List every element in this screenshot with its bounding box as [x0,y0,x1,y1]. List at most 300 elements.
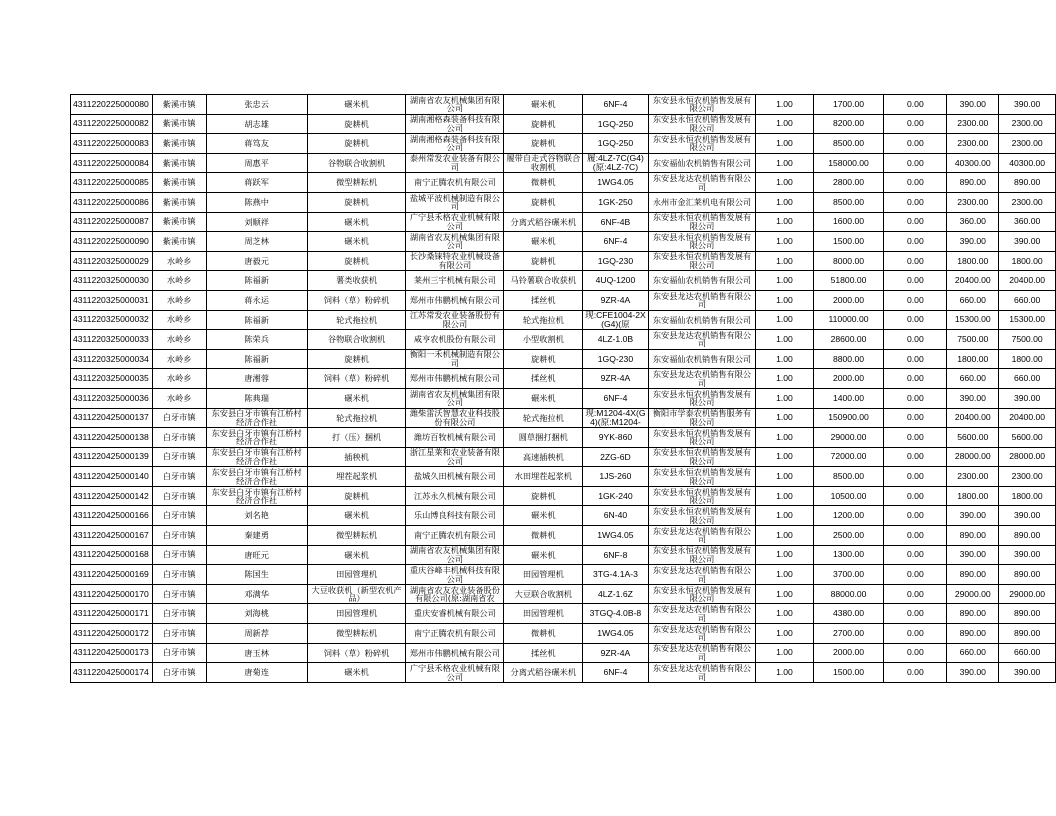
cell-provincial-subsidy: 890.00 [947,604,999,624]
cell-provincial-subsidy: 2300.00 [947,114,999,134]
cell-township: 白牙市镇 [152,584,206,604]
cell-machine-category: 碾米机 [307,663,406,683]
cell-sale-price: 110000.00 [813,310,884,330]
cell-product-name: 揉丝机 [504,290,583,310]
cell-central-subsidy: 0.00 [884,624,947,644]
cell-total-subsidy: 890.00 [999,173,1056,193]
cell-applicant: 周芝林 [206,232,307,252]
cell-dealer: 东安县永恒农机销售发展有限公司 [648,428,756,448]
cell-sale-price: 8800.00 [813,349,884,369]
cell-record-id: 4311220425000137 [71,408,153,428]
table-row [71,290,1056,310]
cell-sale-price: 2000.00 [813,290,884,310]
cell-total-subsidy: 1800.00 [999,251,1056,271]
cell-total-subsidy: 2300.00 [999,192,1056,212]
cell-total-subsidy: 660.00 [999,369,1056,389]
cell-township: 水岭乡 [152,271,206,291]
cell-record-id: 4311220225000082 [71,114,153,134]
cell-manufacturer: 郑州市伟鹏机械有限公司 [406,369,504,389]
cell-total-subsidy: 390.00 [999,506,1056,526]
cell-model: 1GQ-230 [583,251,648,271]
cell-dealer: 东安县永恒农机销售发展有限公司 [648,506,756,526]
cell-total-subsidy: 2300.00 [999,134,1056,154]
cell-model: 6NF-4 [583,95,648,115]
cell-quantity: 1.00 [756,467,813,487]
cell-sale-price: 88000.00 [813,584,884,604]
cell-manufacturer: 泰州常发农业装备有限公司 [406,153,504,173]
cell-product-name: 旋耕机 [504,114,583,134]
cell-manufacturer: 盐城平波机械制造有限公司 [406,192,504,212]
cell-central-subsidy: 0.00 [884,212,947,232]
cell-provincial-subsidy: 2300.00 [947,134,999,154]
cell-record-id: 4311220325000032 [71,310,153,330]
cell-product-name: 圆草捆打捆机 [504,428,583,448]
cell-central-subsidy: 0.00 [884,447,947,467]
cell-dealer: 东安县龙达农机销售有限公司 [648,290,756,310]
cell-record-id: 4311220325000030 [71,271,153,291]
table-row [71,447,1056,467]
table-row [71,95,1056,115]
cell-central-subsidy: 0.00 [884,643,947,663]
cell-model: 6NF-4 [583,663,648,683]
cell-product-name: 碾米机 [504,388,583,408]
cell-applicant: 东安县白牙市镇有江桥村经济合作社 [206,486,307,506]
cell-manufacturer: 衡阳一禾机械制造有限公司 [406,349,504,369]
cell-machine-category: 打（压）捆机 [307,428,406,448]
cell-quantity: 1.00 [756,604,813,624]
cell-total-subsidy: 1800.00 [999,486,1056,506]
cell-central-subsidy: 0.00 [884,192,947,212]
cell-machine-category: 碾米机 [307,95,406,115]
cell-dealer: 东安县永恒农机销售发展有限公司 [648,232,756,252]
cell-township: 白牙市镇 [152,506,206,526]
cell-quantity: 1.00 [756,447,813,467]
cell-machine-category: 旋耕机 [307,134,406,154]
cell-provincial-subsidy: 2300.00 [947,467,999,487]
cell-dealer: 东安县永恒农机销售发展有限公司 [648,447,756,467]
cell-total-subsidy: 390.00 [999,545,1056,565]
cell-sale-price: 72000.00 [813,447,884,467]
cell-quantity: 1.00 [756,271,813,291]
cell-township: 水岭乡 [152,310,206,330]
cell-dealer: 东安县龙达农机销售有限公司 [648,663,756,683]
cell-product-name: 微耕机 [504,624,583,644]
cell-quantity: 1.00 [756,95,813,115]
cell-dealer: 东安县永恒农机销售发展有限公司 [648,545,756,565]
cell-township: 紫溪市镇 [152,212,206,232]
cell-provincial-subsidy: 660.00 [947,369,999,389]
cell-model: 6N-40 [583,506,648,526]
cell-product-name: 大豆联合收割机 [504,584,583,604]
cell-township: 白牙市镇 [152,526,206,546]
cell-manufacturer: 郑州市伟鹏机械有限公司 [406,643,504,663]
cell-central-subsidy: 0.00 [884,604,947,624]
cell-product-name: 碾米机 [504,506,583,526]
table-row [71,663,1056,683]
cell-machine-category: 微型耕耘机 [307,624,406,644]
cell-model: 1GQ-250 [583,114,648,134]
cell-dealer: 东安福仙农机销售有限公司 [648,153,756,173]
table-row [71,388,1056,408]
cell-township: 紫溪市镇 [152,95,206,115]
cell-township: 紫溪市镇 [152,173,206,193]
cell-total-subsidy: 20400.00 [999,408,1056,428]
cell-machine-category: 饲料（草）粉碎机 [307,643,406,663]
cell-central-subsidy: 0.00 [884,663,947,683]
cell-quantity: 1.00 [756,192,813,212]
cell-quantity: 1.00 [756,251,813,271]
cell-product-name: 旋耕机 [504,349,583,369]
cell-applicant: 邓满华 [206,584,307,604]
table-row [71,310,1056,330]
cell-quantity: 1.00 [756,408,813,428]
cell-quantity: 1.00 [756,153,813,173]
table-row [71,565,1056,585]
cell-record-id: 4311220425000167 [71,526,153,546]
cell-manufacturer: 南宁正腾农机有限公司 [406,173,504,193]
cell-dealer: 东安县龙达农机销售有限公司 [648,565,756,585]
cell-provincial-subsidy: 660.00 [947,290,999,310]
cell-applicant: 秦建勇 [206,526,307,546]
cell-product-name: 田园管理机 [504,604,583,624]
cell-applicant: 唐玉林 [206,643,307,663]
cell-applicant: 东安县白牙市镇有江桥村经济合作社 [206,447,307,467]
cell-applicant: 胡志雄 [206,114,307,134]
cell-total-subsidy: 390.00 [999,95,1056,115]
table-row [71,153,1056,173]
cell-central-subsidy: 0.00 [884,506,947,526]
cell-dealer: 东安县永恒农机销售发展有限公司 [648,95,756,115]
cell-record-id: 4311220425000139 [71,447,153,467]
cell-model: 9ZR-4A [583,643,648,663]
cell-sale-price: 8500.00 [813,467,884,487]
cell-manufacturer: 广宁县禾格农业机械有限公司 [406,212,504,232]
cell-dealer: 东安县永恒农机销售发展有限公司 [648,134,756,154]
cell-total-subsidy: 29000.00 [999,584,1056,604]
cell-dealer: 东安县永恒农机销售发展有限公司 [648,486,756,506]
cell-provincial-subsidy: 890.00 [947,565,999,585]
cell-quantity: 1.00 [756,134,813,154]
cell-sale-price: 8500.00 [813,192,884,212]
cell-central-subsidy: 0.00 [884,545,947,565]
cell-total-subsidy: 890.00 [999,604,1056,624]
cell-model: 现:M1204-4X(G4)(原:M1204- [583,408,648,428]
cell-township: 水岭乡 [152,349,206,369]
cell-manufacturer: 广宁县禾格农业机械有限公司 [406,663,504,683]
cell-product-name: 分离式稻谷碾米机 [504,212,583,232]
cell-record-id: 4311220225000090 [71,232,153,252]
cell-record-id: 4311220325000031 [71,290,153,310]
cell-sale-price: 51800.00 [813,271,884,291]
cell-applicant: 周新荐 [206,624,307,644]
cell-total-subsidy: 890.00 [999,526,1056,546]
cell-model: 1WG4.05 [583,624,648,644]
cell-total-subsidy: 1800.00 [999,349,1056,369]
cell-township: 紫溪市镇 [152,114,206,134]
cell-dealer: 东安县永恒农机销售发展有限公司 [648,584,756,604]
cell-sale-price: 8200.00 [813,114,884,134]
cell-township: 白牙市镇 [152,565,206,585]
cell-township: 水岭乡 [152,330,206,350]
cell-dealer: 东安县永恒农机销售发展有限公司 [648,388,756,408]
cell-dealer: 东安县永恒农机销售发展有限公司 [648,251,756,271]
cell-applicant: 唐毅元 [206,251,307,271]
cell-machine-category: 薯类收获机 [307,271,406,291]
cell-manufacturer: 重庆安睿机械有限公司 [406,604,504,624]
cell-machine-category: 旋耕机 [307,349,406,369]
cell-manufacturer: 乐山博良科技有限公司 [406,506,504,526]
cell-central-subsidy: 0.00 [884,251,947,271]
cell-sale-price: 1300.00 [813,545,884,565]
cell-applicant: 蒋跃军 [206,173,307,193]
table-row [71,506,1056,526]
cell-applicant: 刘海桃 [206,604,307,624]
cell-dealer: 东安福仙农机销售有限公司 [648,271,756,291]
table-row [71,173,1056,193]
cell-dealer: 东安县永恒农机销售发展有限公司 [648,212,756,232]
table-row [71,114,1056,134]
cell-applicant: 陈国生 [206,565,307,585]
cell-product-name: 旋耕机 [504,251,583,271]
cell-manufacturer: 咸亨农机股份有限公司 [406,330,504,350]
cell-central-subsidy: 0.00 [884,330,947,350]
cell-model: 1GK-240 [583,486,648,506]
cell-product-name: 微耕机 [504,173,583,193]
cell-record-id: 4311220225000086 [71,192,153,212]
cell-record-id: 4311220225000084 [71,153,153,173]
cell-model: 6NF-4B [583,212,648,232]
cell-applicant: 东安县白牙市镇有江桥村经济合作社 [206,408,307,428]
cell-township: 白牙市镇 [152,408,206,428]
cell-dealer: 东安县龙达农机销售有限公司 [648,526,756,546]
cell-model: 4UQ-1200 [583,271,648,291]
cell-dealer: 东安福仙农机销售有限公司 [648,310,756,330]
cell-record-id: 4311220225000083 [71,134,153,154]
cell-provincial-subsidy: 29000.00 [947,584,999,604]
cell-quantity: 1.00 [756,232,813,252]
cell-machine-category: 饲料（草）粉碎机 [307,369,406,389]
cell-total-subsidy: 390.00 [999,388,1056,408]
cell-model: 1GQ-250 [583,134,648,154]
cell-record-id: 4311220225000085 [71,173,153,193]
table-row [71,643,1056,663]
cell-machine-category: 插秧机 [307,447,406,467]
cell-sale-price: 1500.00 [813,232,884,252]
table-row [71,232,1056,252]
cell-model: 1GK-250 [583,192,648,212]
cell-manufacturer: 莱州三宇机械有限公司 [406,271,504,291]
cell-machine-category: 饲料（草）粉碎机 [307,290,406,310]
cell-sale-price: 3700.00 [813,565,884,585]
cell-township: 水岭乡 [152,369,206,389]
cell-township: 白牙市镇 [152,467,206,487]
cell-manufacturer: 长沙桑铼特农业机械设备有限公司 [406,251,504,271]
cell-product-name: 小型收割机 [504,330,583,350]
cell-quantity: 1.00 [756,369,813,389]
cell-total-subsidy: 660.00 [999,643,1056,663]
cell-quantity: 1.00 [756,290,813,310]
cell-model: 4LZ-1.0B [583,330,648,350]
cell-quantity: 1.00 [756,388,813,408]
cell-sale-price: 2700.00 [813,624,884,644]
cell-quantity: 1.00 [756,506,813,526]
cell-sale-price: 4380.00 [813,604,884,624]
cell-manufacturer: 南宁正腾农机有限公司 [406,526,504,546]
cell-quantity: 1.00 [756,545,813,565]
cell-model: 9YK-860 [583,428,648,448]
cell-model: 6NF-4 [583,232,648,252]
table-body [71,95,1056,683]
cell-central-subsidy: 0.00 [884,114,947,134]
table-row [71,349,1056,369]
cell-provincial-subsidy: 390.00 [947,506,999,526]
cell-provincial-subsidy: 15300.00 [947,310,999,330]
cell-machine-category: 轮式拖拉机 [307,310,406,330]
cell-record-id: 4311220225000080 [71,95,153,115]
cell-machine-category: 碾米机 [307,212,406,232]
cell-sale-price: 8500.00 [813,134,884,154]
cell-central-subsidy: 0.00 [884,388,947,408]
cell-township: 白牙市镇 [152,624,206,644]
cell-central-subsidy: 0.00 [884,95,947,115]
cell-applicant: 刘顺祥 [206,212,307,232]
cell-total-subsidy: 390.00 [999,663,1056,683]
cell-machine-category: 旋耕机 [307,114,406,134]
cell-manufacturer: 南宁正腾农机有限公司 [406,624,504,644]
cell-central-subsidy: 0.00 [884,271,947,291]
cell-manufacturer: 湖南湘格森装备科技有限公司 [406,134,504,154]
cell-quantity: 1.00 [756,584,813,604]
cell-provincial-subsidy: 20400.00 [947,271,999,291]
cell-township: 白牙市镇 [152,486,206,506]
cell-sale-price: 10500.00 [813,486,884,506]
cell-manufacturer: 重庆谷峰丰机械科技有限公司 [406,565,504,585]
cell-sale-price: 1600.00 [813,212,884,232]
cell-product-name: 田园管理机 [504,565,583,585]
cell-total-subsidy: 20400.00 [999,271,1056,291]
cell-sale-price: 29000.00 [813,428,884,448]
cell-applicant: 刘名艳 [206,506,307,526]
cell-sale-price: 2800.00 [813,173,884,193]
cell-record-id: 4311220425000171 [71,604,153,624]
cell-record-id: 4311220425000168 [71,545,153,565]
cell-record-id: 4311220325000036 [71,388,153,408]
cell-machine-category: 旋耕机 [307,486,406,506]
cell-manufacturer: 潍坊百牧机械有限公司 [406,428,504,448]
cell-manufacturer: 郑州市伟鹏机械有限公司 [406,290,504,310]
table-row [71,271,1056,291]
cell-machine-category: 谷物联合收割机 [307,330,406,350]
cell-record-id: 4311220425000166 [71,506,153,526]
cell-dealer: 东安县龙达农机销售有限公司 [648,330,756,350]
cell-machine-category: 碾米机 [307,232,406,252]
cell-quantity: 1.00 [756,526,813,546]
cell-provincial-subsidy: 890.00 [947,173,999,193]
cell-manufacturer: 浙江星莱和农业装备有限公司 [406,447,504,467]
cell-applicant: 蒋永运 [206,290,307,310]
cell-township: 紫溪市镇 [152,134,206,154]
cell-dealer: 衡阳市学泰农机销售服务有限公司 [648,408,756,428]
cell-record-id: 4311220225000087 [71,212,153,232]
table-row [71,212,1056,232]
cell-model: 3TGQ-4.0B-8 [583,604,648,624]
table-row [71,428,1056,448]
cell-sale-price: 2500.00 [813,526,884,546]
cell-dealer: 东安福仙农机销售有限公司 [648,349,756,369]
cell-manufacturer: 盐城久田机械有限公司 [406,467,504,487]
table-row [71,369,1056,389]
cell-total-subsidy: 15300.00 [999,310,1056,330]
cell-quantity: 1.00 [756,173,813,193]
cell-dealer: 东安县龙达农机销售有限公司 [648,369,756,389]
cell-township: 紫溪市镇 [152,232,206,252]
cell-machine-category: 碾米机 [307,506,406,526]
cell-dealer: 东安县龙达农机销售有限公司 [648,643,756,663]
cell-manufacturer: 湖南省农友机械集团有限公司 [406,95,504,115]
cell-model: 6NF-8 [583,545,648,565]
cell-product-name: 履带自走式谷物联合收割机 [504,153,583,173]
cell-central-subsidy: 0.00 [884,408,947,428]
cell-quantity: 1.00 [756,624,813,644]
cell-township: 白牙市镇 [152,428,206,448]
cell-central-subsidy: 0.00 [884,153,947,173]
cell-central-subsidy: 0.00 [884,526,947,546]
cell-township: 白牙市镇 [152,604,206,624]
cell-model: 4LZ-1.6Z [583,584,648,604]
cell-manufacturer: 湖南省农友机械集团有限公司 [406,232,504,252]
cell-record-id: 4311220425000172 [71,624,153,644]
cell-provincial-subsidy: 1800.00 [947,349,999,369]
table-row [71,604,1056,624]
cell-record-id: 4311220325000029 [71,251,153,271]
cell-township: 紫溪市镇 [152,153,206,173]
cell-record-id: 4311220425000173 [71,643,153,663]
cell-machine-category: 碾米机 [307,545,406,565]
cell-provincial-subsidy: 890.00 [947,624,999,644]
cell-product-name: 碾米机 [504,545,583,565]
table-row [71,526,1056,546]
cell-sale-price: 1200.00 [813,506,884,526]
cell-total-subsidy: 360.00 [999,212,1056,232]
cell-record-id: 4311220425000138 [71,428,153,448]
cell-sale-price: 2000.00 [813,643,884,663]
subsidy-table [70,94,1056,683]
cell-central-subsidy: 0.00 [884,369,947,389]
cell-machine-category: 旋耕机 [307,192,406,212]
cell-applicant: 蒋笃友 [206,134,307,154]
cell-product-name: 揉丝机 [504,369,583,389]
cell-manufacturer: 湖南湘格森装备科技有限公司 [406,114,504,134]
cell-central-subsidy: 0.00 [884,310,947,330]
cell-provincial-subsidy: 7500.00 [947,330,999,350]
cell-machine-category: 大豆收获机（新型农机产品） [307,584,406,604]
table-row [71,330,1056,350]
cell-sale-price: 1500.00 [813,663,884,683]
cell-total-subsidy: 2300.00 [999,467,1056,487]
cell-township: 水岭乡 [152,251,206,271]
cell-quantity: 1.00 [756,114,813,134]
cell-model: 9ZR-4A [583,290,648,310]
cell-record-id: 4311220425000140 [71,467,153,487]
cell-central-subsidy: 0.00 [884,349,947,369]
cell-sale-price: 150900.00 [813,408,884,428]
cell-record-id: 4311220425000170 [71,584,153,604]
cell-record-id: 4311220425000142 [71,486,153,506]
cell-applicant: 陈荣兵 [206,330,307,350]
cell-quantity: 1.00 [756,486,813,506]
cell-product-name: 轮式拖拉机 [504,310,583,330]
cell-central-subsidy: 0.00 [884,232,947,252]
